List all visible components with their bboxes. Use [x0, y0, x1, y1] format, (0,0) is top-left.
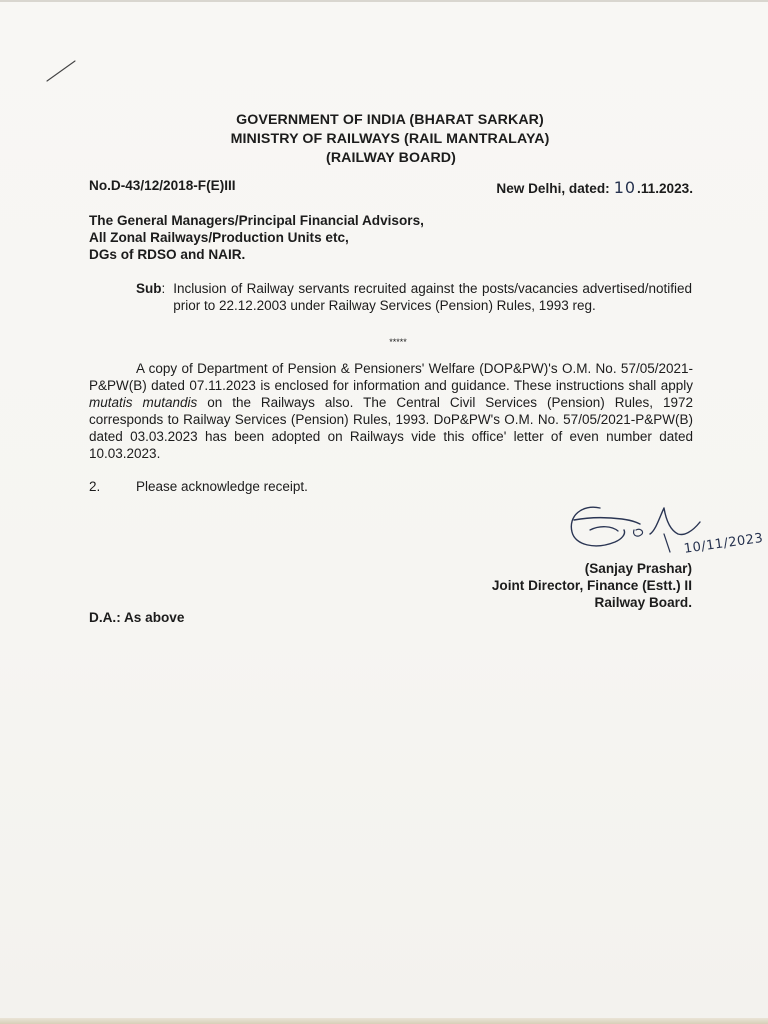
date-handwritten-day: 10 — [613, 178, 637, 197]
para1-text-b: on the Railways also. The Central Civil Services (Pension) Rules, 1972 corresponds to Railway Services (Pension) Rules, 1993. DoP&PW's O.M. No. 57/05/2021-P&PW(B) dated 03.03.2023 has been adopted on Railways vide this office' letter of even number dated 10.03.2023. — [89, 395, 693, 461]
signatory-office: Railway Board. — [594, 595, 692, 610]
signatory-designation: Joint Director, Finance (Estt.) II — [491, 578, 692, 593]
subject-colon: : — [161, 281, 166, 296]
letterhead-board: (RAILWAY BOARD) — [326, 150, 456, 166]
para1-italic-phrase: mutatis mutandis — [89, 395, 198, 410]
letter-date — [496, 178, 693, 197]
signature-date: 10/11/2023 — [683, 530, 765, 557]
pen-tick-mark — [44, 58, 78, 84]
signatory-block — [492, 560, 692, 611]
letter-number: No.D-43/12/2018-F(E)III — [89, 178, 236, 193]
addressee-line-1: The General Managers/Principal Financial Advisors, — [89, 213, 424, 228]
date-prefix: New Delhi, dated: — [496, 181, 610, 196]
letterhead-government: GOVERNMENT OF INDIA (BHARAT SARKAR) — [236, 112, 544, 128]
para2-text: Please acknowledge receipt. — [136, 479, 308, 494]
enclosure-note: D.A.: As above — [89, 610, 185, 625]
letterhead-ministry: MINISTRY OF RAILWAYS (RAIL MANTRALAYA) — [230, 131, 550, 147]
signatory-name: (Sanjay Prashar) — [584, 561, 692, 576]
subject-text: Inclusion of Railway servants recruited against the posts/vacancies advertised/notified prior to 22.12.2003 under Railway Services (Pension) Rules, 1993 reg. — [173, 281, 692, 313]
body-paragraph-2 — [89, 479, 308, 494]
addressee-line-2: All Zonal Railways/Production Units etc, — [89, 230, 349, 245]
page-bottom-edge — [0, 1018, 768, 1024]
body-paragraph-1 — [89, 360, 693, 462]
letterhead — [0, 111, 768, 168]
reference-row — [89, 178, 693, 197]
section-separator: ***** — [389, 337, 407, 347]
subject-label: Sub — [136, 281, 162, 296]
subject-block — [136, 280, 692, 314]
date-suffix: .11.2023. — [637, 181, 693, 196]
addressee-line-3: DGs of RDSO and NAIR. — [89, 247, 246, 262]
para2-number: 2. — [89, 479, 101, 494]
page-top-edge — [0, 0, 768, 2]
addressee-block — [89, 212, 424, 263]
para1-text-a: A copy of Department of Pension & Pensioners' Welfare (DOP&PW)'s O.M. No. 57/05/2021-P&PW(B) dated 07.11.2023 is enclosed for information and guidance. These instructions shall apply — [89, 361, 693, 393]
